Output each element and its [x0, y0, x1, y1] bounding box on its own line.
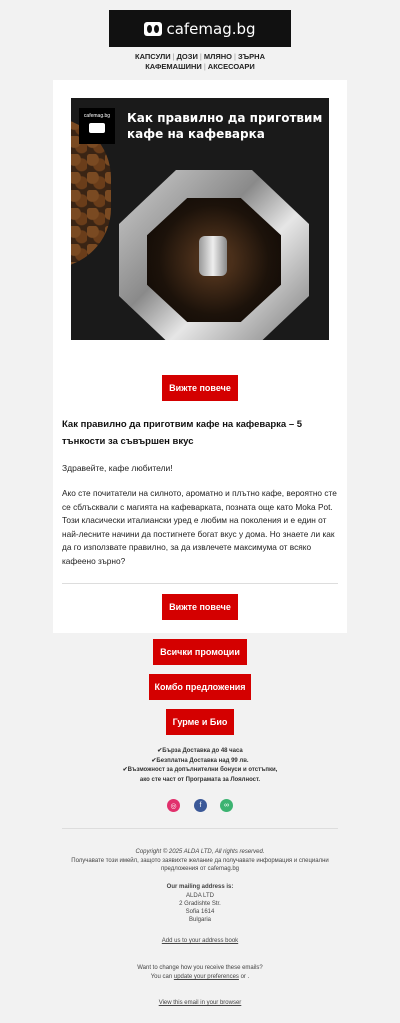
nav-item-accessories[interactable]: АКСЕСОАРИ	[207, 62, 255, 71]
see-more-button[interactable]: Вижте повече	[162, 375, 238, 401]
article-card	[53, 80, 347, 633]
nav-item-beans[interactable]: ЗЪРНА	[237, 52, 265, 61]
link-icon[interactable]: ∞	[220, 799, 233, 812]
category-nav: КАПСУЛИ | ДОЗИ | МЛЯНО | ЗЪРНА КАФЕМАШИНИ | АКСЕСОАРИ	[135, 52, 265, 71]
hero-image[interactable]	[71, 98, 329, 340]
feature-free-delivery: ✔Безплатна Доставка над 99 лв.	[151, 757, 249, 764]
can-prefix: You can	[150, 974, 174, 980]
nav-item-capsules[interactable]: КАПСУЛИ	[135, 52, 171, 61]
cafemag-logo[interactable]	[109, 10, 291, 47]
view-in-browser-link[interactable]: View this email in your browser	[158, 1000, 242, 1006]
nav-item-pods[interactable]: ДОЗИ	[176, 52, 198, 61]
coffee-beans-icon	[89, 123, 105, 133]
combo-offers-button[interactable]: Комбо предложения	[149, 674, 251, 700]
coffee-beans-icon	[144, 22, 162, 36]
greeting-text: Здравейте, кафе любители!	[62, 463, 173, 473]
subscription-reason: Получавате този имейл, защото заявихте желание да получавате информация и специални предложения от cafemag.bg	[71, 858, 329, 872]
moka-spout	[199, 236, 227, 276]
gourmet-bio-button[interactable]: Гурме и Био	[166, 709, 234, 735]
logo-text: cafemag.bg	[166, 19, 256, 38]
see-more-button-bottom[interactable]: Вижте повече	[162, 594, 238, 620]
hero-title: Как правилно да приготвим кафе на кафеварка	[127, 111, 323, 141]
address-book-row	[0, 937, 400, 945]
mailing-address: ALDA LTD 2 Gradishte Str. Sofia 1614 Bulgaria	[179, 893, 221, 923]
prefs-row	[0, 973, 400, 981]
or-text: or .	[238, 974, 250, 980]
article-body: Ако сте почитатели на силното, ароматно и плътно кафе, вероятно сте се сблъсквали с магията на кафеварката, позната още като Moka Pot. Този класически италиански уред е любим на поколения и е един от най-лесните начини да постигнете богат вкус у дома. Но знаете ли как да го използвате правилно, за да извлечете максимума от всяко кафеено зърно?	[62, 488, 337, 566]
hero-logo-badge: cafemag.bg	[79, 108, 115, 144]
view-browser-row	[0, 999, 400, 1007]
divider	[62, 583, 338, 584]
instagram-icon[interactable]: ◎	[167, 799, 180, 812]
change-prefs-text: Want to change how you receive these emails?	[137, 965, 263, 971]
features-list	[0, 747, 400, 785]
footer-divider	[62, 828, 338, 829]
nav-item-machines[interactable]: КАФЕМАШИНИ	[145, 62, 202, 71]
article-title: Как правилно да приготвим кафе на кафеварка – 5 тънкости за съвършен вкус	[62, 419, 303, 447]
copyright-text: Copyright © 2025 ALDA LTD, All rights reserved.	[135, 849, 265, 855]
all-promotions-button[interactable]: Всички промоции	[153, 639, 247, 665]
facebook-icon[interactable]: f	[194, 799, 207, 812]
nav-item-ground[interactable]: МЛЯНО	[203, 52, 232, 61]
feature-loyalty: ако сте част от Програмата за Лоялност.	[139, 776, 261, 783]
add-address-book-link[interactable]: Add us to your address book	[161, 938, 239, 944]
feature-fast-delivery: ✔Бърза Доставка до 48 часа	[157, 748, 243, 754]
feature-bonus: ✔Възможност за допълнителни бонуси и отстъпки,	[122, 767, 278, 773]
mailing-address-label: Our mailing address is:	[166, 884, 234, 890]
update-preferences-link[interactable]: update your preferences	[173, 974, 239, 980]
